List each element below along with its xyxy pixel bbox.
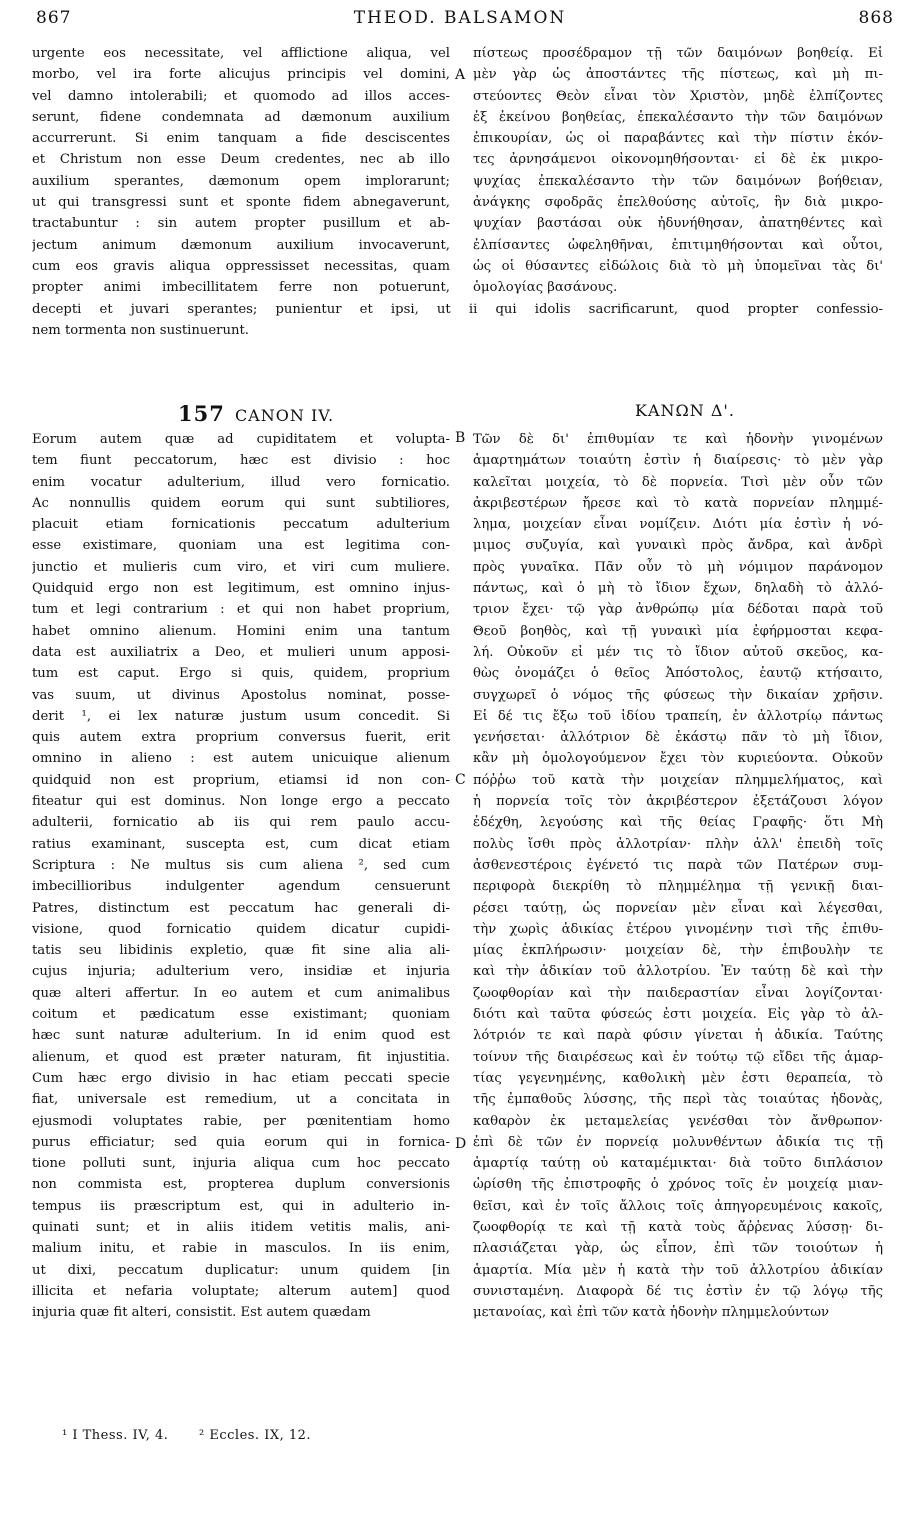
text-line: πλασιάζεται γὰρ, ὡς εἶπον, ἐπὶ τῶν τοιούτων ἡ [473, 1241, 883, 1257]
text-line: quis autem extra proprium conversus fuerit, erit [32, 730, 450, 746]
text-line: urgente eos necessitate, vel afflictione aliqua, vel [32, 46, 450, 61]
text-line: decepti et juvari sperantes; punientur et ipsi, ut ii qui idolis sacrificarunt, quod propter confessio- [32, 301, 883, 317]
text-line: Eorum autem quæ ad cupiditatem et volupta- [32, 432, 450, 447]
footnote-1: ¹ I Thess. IV, 4. [62, 1428, 169, 1443]
footnote-2: ² Eccles. IX, 12. [199, 1428, 312, 1443]
text-line: ἁμαρτίᾳ ταύτῃ οὐ καταμέμικται· διὰ τοῦτο διπλάσιον [473, 1156, 883, 1172]
text-line: quinati sunt; et in aliis itidem vetitis malis, ani- [32, 1219, 450, 1235]
text-line: ἀκριβεστέρων ἤρεσε καὶ τὸ κατὰ πορνείαν πλημμέ- [473, 495, 883, 511]
text-line: μὲν γὰρ ὡς ἀποστάντες τῆς πίστεως, καὶ μὴ πι- [473, 67, 883, 83]
text-line: πρὸς γυναῖκα. Πᾶν οὖν τὸ μὴ νόμιμον παράνομον [473, 559, 883, 575]
text-line: συνισταμένη. Διαφορὰ δέ τις ἐστὶν ἐν τῷ λόγῳ τῆς [473, 1283, 883, 1299]
text-line: λή. Οὐκοῦν εἰ μέν τις τὸ ἴδιον αὐτοῦ σκεῦος, κα- [473, 644, 883, 660]
text-line: tum est caput. Ergo si quis, quidem, proprium [32, 666, 450, 682]
text-line: fiat, universale est remedium, ut a concitata in [32, 1092, 450, 1108]
latin-column-body [32, 429, 450, 1323]
text-line: ψυχίας ἐπεκαλέσαντο τὴν τῶν δαιμόνων βοήθειαν, [473, 173, 883, 189]
text-line: Θεοῦ βοηθὸς, καὶ τῇ γυναικὶ μία ἐφήρμοσται κεφα- [473, 623, 883, 639]
text-line: τὴν χωρὶς ἀδικίας ἑτέρου γινομένην τισὶ τῆς ἐπιθυ- [473, 921, 883, 937]
canon-title-greek: ΚΑΝΩΝ Δ'. [635, 401, 735, 420]
text-line: tatis seu libidinis expletio, quæ fit sine alia ali- [32, 943, 450, 959]
text-line: malium initu, et rabie in masculos. In iis enim, [32, 1241, 450, 1257]
text-line: θὼς ὀνομάζει ὁ θεῖος Ἀπόστολος, ἑαυτῷ κτήσαιτο, [473, 666, 883, 682]
text-line: illicita et nefaria voluptate; alterum autem] quod [32, 1283, 450, 1299]
text-line: ἐξ ἐκείνου βοηθείας, ἐπεκαλέσαντο τὴν τῶν δαιμόνων [473, 109, 883, 125]
text-line: ἀνάγκης σφοδρᾶς ἐπελθούσης αὐτοῖς, ἣν διὰ μικρο- [473, 195, 883, 211]
margin-marker-b: B [455, 430, 466, 446]
text-line: Ac nonnullis quidem eorum qui sunt subtiliores, [32, 495, 450, 511]
running-head: THEOD. BALSAMON [353, 8, 567, 28]
text-line: cum eos gravis aliqua oppressisset necessitas, quam [32, 258, 450, 274]
text-line: tione polluti sunt, injuria aliqua cum hoc peccato [32, 1156, 450, 1172]
text-line: data est auxiliatrix a Deo, et mulieri unum apposi- [32, 644, 450, 660]
text-line: συγχωρεῖ ὁ νόμος τῆς φύσεως τὴν δικαίαν χρῆσιν. [473, 687, 883, 703]
text-line: ἐπὶ δὲ τῶν ἐν πορνείᾳ μολυνθέντων ἀδικία τις τῇ [473, 1134, 883, 1150]
text-line: ψυχίαν βαστάσαι οὐκ ἠδυνήθησαν, ἀπατηθέντες καὶ [473, 216, 883, 232]
text-line: imbecillioribus indulgenter agendum censuerunt [32, 879, 450, 895]
text-line: omnino in alieno : est autem unicuique alienum [32, 751, 450, 767]
text-line: coitum et pædicatum esse existimant; quoniam [32, 1007, 450, 1023]
page-number-left: 867 [36, 8, 72, 28]
text-line: πόῤῥω τοῦ κατὰ τὴν μοιχείαν πλημμελήματος, καὶ [473, 772, 883, 788]
text-line: πίστεως προσέδραμον τῇ τῶν δαιμόνων βοηθείᾳ. Εἰ [473, 46, 883, 61]
text-line: ἁμαρτία. Μία μὲν ἡ κατὰ τὴν τοῦ ἀλλοτρίου ἀδικίαν [473, 1262, 883, 1278]
text-line: nem tormenta non sustinuerunt. [32, 322, 249, 338]
text-line: Τῶν δὲ δι' ἐπιθυμίαν τε καὶ ἡδονὴν γινομένων [473, 432, 883, 447]
margin-marker-d: D [455, 1136, 467, 1152]
canon-title-latin [178, 401, 334, 426]
text-line: πάντως, καὶ ὁ μὴ τὸ ἴδιον ἔχων, δηλαδὴ τὸ ἀλλό- [473, 581, 883, 597]
text-line: alienum, et quod est præter naturam, fit injustitia. [32, 1049, 450, 1065]
text-line: enim vocatur adulterium, illud vero fornicatio. [32, 474, 450, 490]
text-line: τῆς ἐμπαθοῦς λύσσης, τῆς περὶ τὰς τοιαύτας ἡδονὰς, [473, 1092, 883, 1108]
text-line: serunt, fidene condemnata ad dæmonum auxilium [32, 109, 450, 125]
margin-marker-c: C [455, 772, 466, 788]
text-line: τοίνυν τῆς διαιρέσεως καὶ ἐν τούτῳ τῷ εἴδει τῆς ἁμαρ- [473, 1049, 883, 1065]
text-line: τες ἀρνησάμενοι οἰκονομηθήσονται· εἰ δὲ ἐκ μικρο- [473, 152, 883, 168]
text-line: tem fiunt peccatorum, hæc est divisio : hoc [32, 453, 450, 469]
text-line: non commista est, propterea duplum conversionis [32, 1177, 450, 1193]
canon-number: 157 [178, 401, 225, 426]
text-line: ὁμολογίας βασάνους. [473, 280, 618, 296]
text-line: et Christum non esse Deum credentes, nec ab illo [32, 152, 450, 168]
text-line: vel damno intolerabili; et quomodo ad illos acces- [32, 88, 450, 104]
text-line: ἐδέχθη, λεγούσης καὶ τῆς θείας Γραφῆς· ὅτι Μὴ [473, 815, 883, 831]
text-line: morbo, vel ira forte alicujus principis vel domini, [32, 67, 450, 83]
margin-marker-a: A [455, 67, 466, 83]
text-line: derit ¹, ei lex naturæ justum usum concedit. Si [32, 708, 450, 724]
text-line: ὡρίσθη τῆς ἐπιστροφῆς ὁ χρόνος τοῖς ἐν μοιχείᾳ μιαν- [473, 1177, 883, 1193]
text-line: ρέσει ταύτῃ, ὡς πορνείαν μὲν εἶναι καὶ λέγεσθαι, [473, 900, 883, 916]
text-line: tractabuntur : sin autem propter pusillum et ab- [32, 216, 450, 232]
text-line: μιμος συζυγία, καὶ γυναικὶ πρὸς ἄνδρα, καὶ ἀνδρὶ [473, 538, 883, 554]
text-line: Patres, distinctum est peccatum hac generali di- [32, 900, 450, 916]
text-line: καθαρὸν ἐκ μεταμελείας γενέσθαι τὸν ἄνθρωπον· [473, 1113, 883, 1129]
page-header [26, 8, 894, 34]
text-line: ἡ πορνεία τοῖς τὸν ἀκριβέστερον ἐξετάζουσι λόγον [473, 794, 883, 810]
page-number-right: 868 [858, 8, 894, 28]
text-line: ut qui transgressi sunt et sponte fidem abnegaverunt, [32, 195, 450, 211]
greek-column-top [473, 43, 883, 299]
text-line: purus efficiatur; sed quia eorum qui in fornica- [32, 1134, 450, 1150]
text-line: στεύοντες Θεὸν εἶναι τὸν Χριστὸν, μηδὲ ἐλπίζοντες [473, 88, 883, 104]
text-line: περιφορὰ διεκρίθη τὸ πλημμέλημα τῇ γενικῇ διαι- [473, 879, 883, 895]
text-line: διότι καὶ ταῦτα φύσεώς ἐστι μοιχεία. Εἰς γὰρ τὸ ἀλ- [473, 1007, 883, 1023]
text-line: jectum animum dæmonum auxilium invocaverunt, [32, 237, 450, 253]
text-line: λότριόν τε καὶ παρὰ φύσιν γίνεται ἡ ἀδικία. Ταύτης [473, 1028, 883, 1044]
text-line: τριον ἔχει· τῷ γὰρ ἀνθρώπῳ μία δέδοται παρὰ τοῦ [473, 602, 883, 618]
text-line: ὡς οἱ θύσαντες εἰδώλοις διὰ τὸ μὴ ὑπομεῖναι τὰς δι' [473, 258, 883, 274]
text-line: placuit etiam fornicationis peccatum adulterium [32, 517, 450, 533]
text-line: fiteatur qui est dominus. Non longe ergo a peccato [32, 794, 450, 810]
text-line: ζωοφθορίᾳ τε καὶ τῇ κατὰ τοὺς ἄῤῥενας λύσσῃ· δι- [473, 1219, 883, 1235]
text-line: Scriptura : Ne multus sis cum aliena ², sed cum [32, 857, 450, 873]
text-line: Quidquid ergo non est legitimum, est omnino injus- [32, 581, 450, 597]
text-line: cujus injuria; adulterium vero, insidiæ et injuria [32, 964, 450, 980]
text-line: ἐπικουρίαν, ὡς οἱ παραβάντες καὶ τὴν πίστιν ἑκόν- [473, 131, 883, 147]
text-line: καλεῖται μοιχεία, τὸ δὲ πορνεία. Τισὶ μὲν οὖν τῶν [473, 474, 883, 490]
text-line: tum et legi contrarium : et qui non habet proprium, [32, 602, 450, 618]
text-line: ejusmodi voluptates rabie, per pœnitentiam homo [32, 1113, 450, 1129]
greek-column-body [473, 429, 883, 1323]
text-line: auxilium sperantes, dæmonum opem implorarunt; [32, 173, 450, 189]
text-line: visione, quod fornicatio quidem dicatur cupidi- [32, 921, 450, 937]
canon-latin-heading: CANON IV. [234, 406, 335, 425]
text-line: tempus iis præscriptum est, qui in adulterio in- [32, 1198, 450, 1214]
text-line: μετανοίας, καὶ ἐπὶ τῶν κατὰ ἡδονὴν πλημμελούντων [473, 1305, 830, 1321]
text-line: τίας γεγενημένης, καθολικὴ μὲν ἐστι θεραπεία, τὸ [473, 1070, 883, 1086]
text-line: ratius examinant, suscepta est, cum dicat etiam [32, 836, 450, 852]
text-line: ἐλπίσαντες ὠφεληθῆναι, ἐπιτιμηθήσονται καὶ οὗτοι, [473, 237, 883, 253]
text-line: vas suum, ut divinus Apostolus nominat, posse- [32, 687, 450, 703]
text-line: junctio et mulieris cum viro, et viri cum muliere. [32, 559, 450, 575]
footnotes [62, 1428, 337, 1443]
text-line: ut dixi, peccatum duplicatur: unum quidem [in [32, 1262, 450, 1278]
text-line: θεῖσι, καὶ ἐν τοῖς ἄλλοις τοῖς ἀπηγορευμένοις κακοῖς, [473, 1198, 883, 1214]
text-line: λημα, μοιχείαν εἶναι νομίζειν. Διότι μία ἐστὶν ἡ νό- [473, 517, 883, 533]
text-line: quæ alteri affertur. In eo autem et cum animalibus [32, 985, 450, 1001]
text-line: injuria quæ fit alteri, consistit. Est autem quædam [32, 1305, 371, 1321]
text-line: γενήσεται· ἀλλότριον δὲ ἑκάστῳ πᾶν τὸ μὴ ἴδιον, [473, 730, 883, 746]
text-line: quidquid non est proprium, etiamsi id non con- [32, 772, 450, 788]
text-line: esse existimare, quoniam una est legitima con- [32, 538, 450, 554]
text-line: πολὺς ἴσθι πρὸς ἀλλοτρίαν· πλὴν ἀλλ' ἐπειδὴ τοῖς [473, 836, 883, 852]
text-line: κἂν μὴ ὁμολογούμενον ἔχει τὸν κυριεύοντα. Οὐκοῦν [473, 751, 883, 767]
text-line: καὶ τὴν ἀδικίαν τοῦ ἀλλοτρίου. Ἐν ταύτῃ δὲ καὶ τὴν [473, 964, 883, 980]
text-line: Εἰ δέ τις ἔξω τοῦ ἰδίου τραπείη, ἐν ἀλλοτρίῳ πάντως [473, 708, 883, 724]
text-line: accurrerunt. Si enim tanquam a fide desciscentes [32, 131, 450, 147]
text-line: hæc sunt naturæ adulterium. In id enim quod est [32, 1028, 450, 1044]
text-line: habet omnino alienum. Homini enim una tantum [32, 623, 450, 639]
text-line: Cum hæc ergo divisio in hac etiam peccati specie [32, 1070, 450, 1086]
text-line: propter animi imbecillitatem ferre non potuerunt, [32, 280, 450, 296]
text-line: ζωοφθορίαν καὶ τὴν παιδεραστίαν εἶναι λογίζονται· [473, 985, 883, 1001]
text-line: ἀσθενεστέροις ἐγένετό τις παρὰ τῶν Πατέρων συμ- [473, 857, 883, 873]
text-line: adulterii, fornicatio ab iis qui rem paulo accu- [32, 815, 450, 831]
text-line: μίας ἐκπλήρωσιν· μοιχείαν δὲ, τὴν ἐπιβουλὴν τε [473, 943, 883, 959]
text-line: ἁμαρτημάτων τοιαύτη ἐστὶν ἡ διαίρεσις· τὸ μὲν γὰρ [473, 453, 883, 469]
